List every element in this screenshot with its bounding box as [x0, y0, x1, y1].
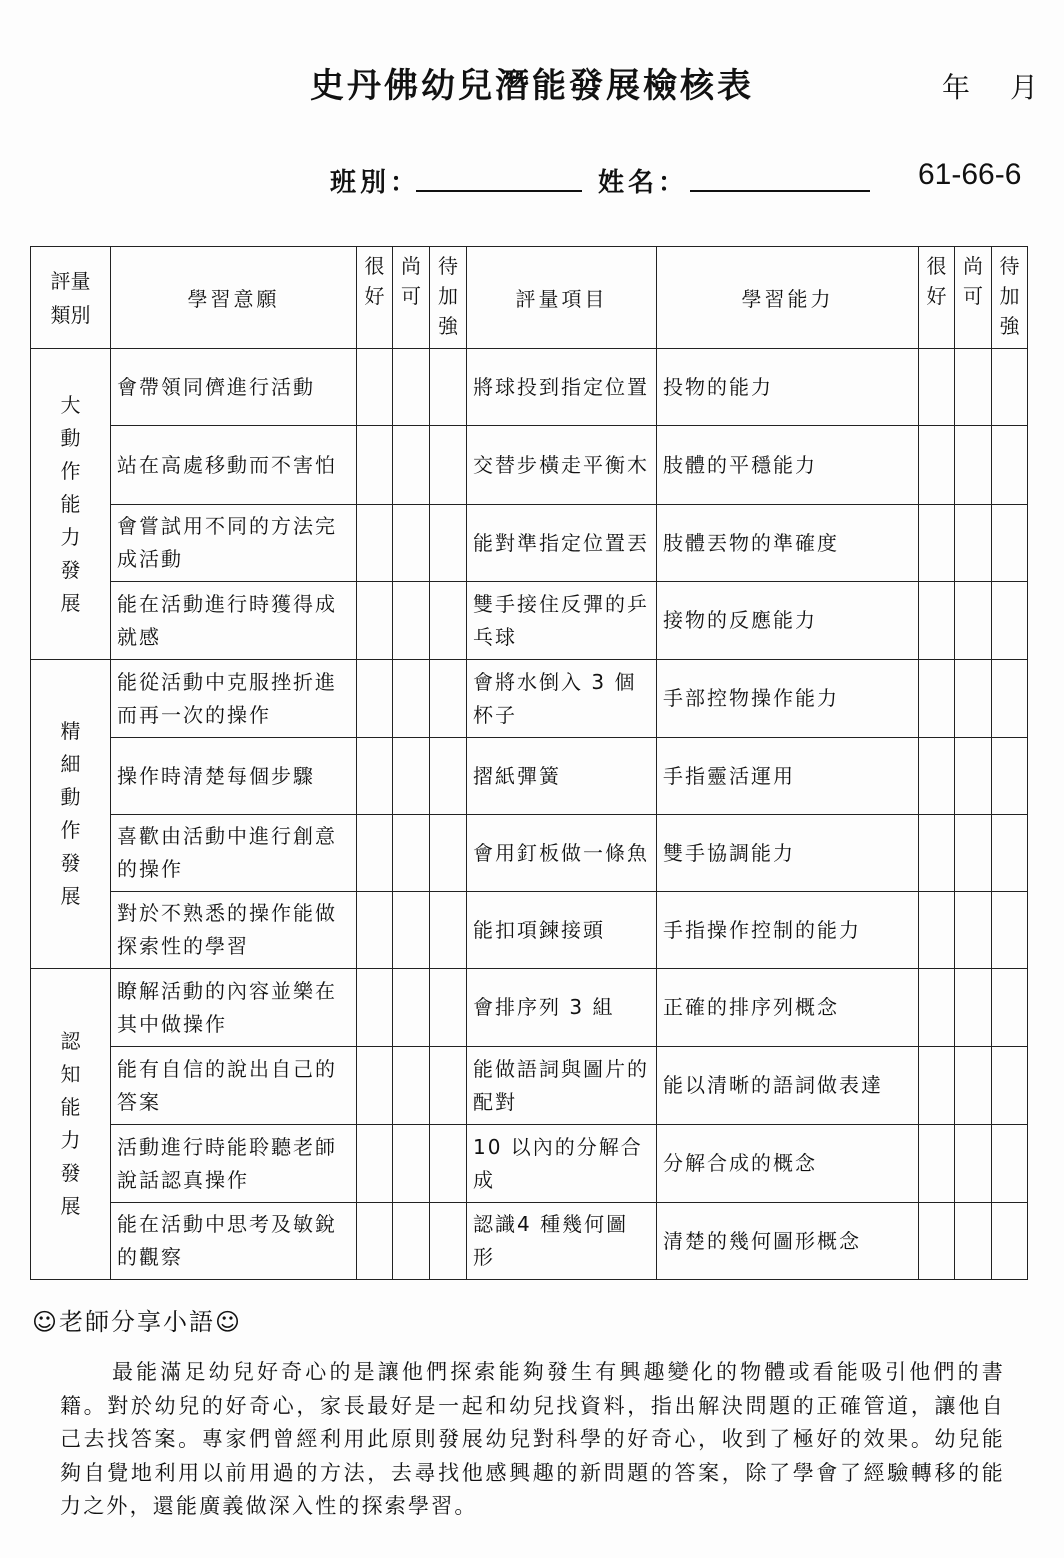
rating-ok-box[interactable]	[393, 582, 430, 660]
rating-ok-box[interactable]	[393, 738, 430, 815]
year-label: 年	[942, 71, 971, 104]
rating-ok-box[interactable]	[393, 1047, 430, 1125]
rating-good-box[interactable]	[357, 582, 393, 660]
will-cell: 會嘗試用不同的方法完成活動	[111, 505, 357, 582]
rating-improve-box[interactable]	[992, 660, 1028, 738]
rating-ok-box[interactable]	[393, 1203, 430, 1280]
rating-improve-box[interactable]	[992, 815, 1028, 892]
rating-good-box[interactable]	[357, 815, 393, 892]
will-cell: 能從活動中克服挫折進而再一次的操作	[111, 660, 357, 738]
category-cell	[31, 969, 111, 1280]
item-cell: 會將水倒入 3 個杯子	[467, 660, 657, 738]
will-cell: 操作時清楚每個步驟	[111, 738, 357, 815]
ability-cell: 分解合成的概念	[657, 1125, 919, 1203]
rating-improve-box[interactable]	[430, 426, 467, 505]
rating-ok-box[interactable]	[955, 582, 992, 660]
rating-good-box[interactable]	[357, 892, 393, 969]
rating-good-box[interactable]	[919, 660, 955, 738]
will-cell: 喜歡由活動中進行創意的操作	[111, 815, 357, 892]
rating-good-box[interactable]	[919, 349, 955, 426]
rating-improve-box[interactable]	[992, 1125, 1028, 1203]
table-row	[31, 738, 1028, 815]
table-row	[31, 1203, 1028, 1280]
rating-good-box[interactable]	[919, 1203, 955, 1280]
teacher-notes-body: 最能滿足幼兒好奇心的是讓他們探索能夠發生有興趣變化的物體或看能吸引他們的書籍。對於幼兒的好奇心，家長最好是一起和幼兒找資料，指出解決問題的正確管道，讓他自己去找答案。專家們曾經利用此原則發展幼兒對科學的好奇心，收到了極好的效果。幼兒能夠自覺地利用以前用過的方法，去尋找他感興趣的新問題的答案，除了學會了經驗轉移的能力之外，還能廣義做深入性的探索學習。	[60, 1360, 1005, 1518]
header-rating-improve: 待加強	[430, 247, 467, 349]
will-cell: 站在高處移動而不害怕	[111, 426, 357, 505]
rating-ok-box[interactable]	[955, 1047, 992, 1125]
rating-good-box[interactable]	[357, 969, 393, 1047]
will-cell: 能有自信的說出自己的答案	[111, 1047, 357, 1125]
name-field-line[interactable]	[690, 190, 870, 192]
ability-cell: 手指靈活運用	[657, 738, 919, 815]
category-label: 大動作能力發展	[60, 392, 81, 615]
name-label: 姓名：	[598, 168, 689, 198]
rating-improve-box[interactable]	[430, 660, 467, 738]
rating-improve-box[interactable]	[430, 1125, 467, 1203]
rating-ok-box[interactable]	[955, 738, 992, 815]
rating-improve-box[interactable]	[992, 505, 1028, 582]
rating-improve-box[interactable]	[992, 892, 1028, 969]
rating-ok-box[interactable]	[955, 349, 992, 426]
ability-cell: 肢體的平穩能力	[657, 426, 919, 505]
header-rating-ok: 尚可	[393, 247, 430, 349]
rating-improve-box[interactable]	[992, 349, 1028, 426]
rating-good-box[interactable]	[357, 349, 393, 426]
rating-ok-box[interactable]	[393, 815, 430, 892]
rating-ok-box[interactable]	[955, 660, 992, 738]
table-row	[31, 349, 1028, 426]
ability-cell: 雙手協調能力	[657, 815, 919, 892]
table-row	[31, 426, 1028, 505]
rating-good-box[interactable]	[919, 582, 955, 660]
will-cell: 對於不熟悉的操作能做探索性的學習	[111, 892, 357, 969]
table-row	[31, 969, 1028, 1047]
rating-good-box[interactable]	[919, 1047, 955, 1125]
rating-improve-box[interactable]	[430, 892, 467, 969]
will-cell: 會帶領同儕進行活動	[111, 349, 357, 426]
rating-improve-box[interactable]	[992, 582, 1028, 660]
item-cell: 會用釘板做一條魚	[467, 815, 657, 892]
rating-good-box[interactable]	[357, 1125, 393, 1203]
rating-good-box[interactable]	[357, 426, 393, 505]
rating-improve-box[interactable]	[992, 969, 1028, 1047]
rating-ok-box[interactable]	[393, 969, 430, 1047]
teacher-notes-title: ☺老師分享小語☺	[32, 1308, 243, 1336]
will-cell: 瞭解活動的內容並樂在其中做操作	[111, 969, 357, 1047]
rating-improve-box[interactable]	[992, 1203, 1028, 1280]
item-cell: 交替步橫走平衡木	[467, 426, 657, 505]
item-cell: 認識4 種幾何圖形	[467, 1203, 657, 1280]
category-label: 精細動作發展	[60, 719, 81, 908]
form-code: 61-66-6	[918, 158, 1022, 191]
ability-cell: 投物的能力	[657, 349, 919, 426]
rating-good-box[interactable]	[919, 969, 955, 1047]
header-rating-good: 很好	[357, 247, 393, 349]
rating-ok-box[interactable]	[393, 660, 430, 738]
item-cell: 將球投到指定位置	[467, 349, 657, 426]
rating-ok-box[interactable]	[955, 505, 992, 582]
rating-good-box[interactable]	[919, 738, 955, 815]
rating-ok-box[interactable]	[393, 426, 430, 505]
rating-good-box[interactable]	[919, 815, 955, 892]
table-row	[31, 660, 1028, 738]
table-row	[31, 1047, 1028, 1125]
table-header-row	[31, 247, 1028, 349]
header-ability: 學習能力	[657, 247, 919, 349]
rating-good-box[interactable]	[357, 660, 393, 738]
rating-improve-box[interactable]	[992, 426, 1028, 505]
rating-ok-box[interactable]	[955, 1125, 992, 1203]
rating-ok-box[interactable]	[955, 969, 992, 1047]
rating-ok-box[interactable]	[955, 1203, 992, 1280]
rating-ok-box[interactable]	[393, 892, 430, 969]
rating-ok-box[interactable]	[955, 815, 992, 892]
table-row	[31, 815, 1028, 892]
ability-cell: 正確的排序列概念	[657, 969, 919, 1047]
item-cell: 摺紙彈簧	[467, 738, 657, 815]
rating-ok-box[interactable]	[393, 1125, 430, 1203]
header-rating-good-2: 很好	[919, 247, 955, 349]
rating-improve-box[interactable]	[992, 738, 1028, 815]
will-cell: 能在活動進行時獲得成就感	[111, 582, 357, 660]
rating-ok-box[interactable]	[955, 892, 992, 969]
table-row	[31, 505, 1028, 582]
ability-cell: 手指操作控制的能力	[657, 892, 919, 969]
rating-good-box[interactable]	[357, 738, 393, 815]
item-cell: 會排序列 3 組	[467, 969, 657, 1047]
rating-improve-box[interactable]	[430, 1203, 467, 1280]
class-label: 班別：	[330, 168, 421, 198]
rating-ok-box[interactable]	[393, 505, 430, 582]
table-row	[31, 892, 1028, 969]
rating-improve-box[interactable]	[430, 1047, 467, 1125]
rating-ok-box[interactable]	[393, 349, 430, 426]
rating-improve-box[interactable]	[992, 1047, 1028, 1125]
ability-cell: 接物的反應能力	[657, 582, 919, 660]
item-cell: 雙手接住反彈的乒乓球	[467, 582, 657, 660]
rating-good-box[interactable]	[919, 426, 955, 505]
class-field-line[interactable]	[416, 190, 582, 192]
header-item: 評量項目	[467, 247, 657, 349]
will-cell: 能在活動中思考及敏銳的觀察	[111, 1203, 357, 1280]
rating-good-box[interactable]	[919, 1125, 955, 1203]
ability-cell: 能以清晰的語詞做表達	[657, 1047, 919, 1125]
header-rating-ok-2: 尚可	[955, 247, 992, 349]
header-will: 學習意願	[111, 247, 357, 349]
table-row	[31, 582, 1028, 660]
item-cell: 能對準指定位置丟	[467, 505, 657, 582]
rating-good-box[interactable]	[357, 1203, 393, 1280]
ability-cell: 清楚的幾何圖形概念	[657, 1203, 919, 1280]
rating-improve-box[interactable]	[430, 505, 467, 582]
rating-good-box[interactable]	[919, 505, 955, 582]
header-rating-improve-2: 待加強	[992, 247, 1028, 349]
rating-ok-box[interactable]	[955, 426, 992, 505]
month-label: 月	[1010, 71, 1039, 104]
ability-cell: 肢體丟物的準確度	[657, 505, 919, 582]
item-cell: 能做語詞與圖片的配對	[467, 1047, 657, 1125]
rating-improve-box[interactable]	[430, 349, 467, 426]
item-cell: 能扣項鍊接頭	[467, 892, 657, 969]
rating-good-box[interactable]	[357, 1047, 393, 1125]
table-row	[31, 1125, 1028, 1203]
rating-improve-box[interactable]	[430, 738, 467, 815]
page-title: 史丹佛幼兒潛能發展檢核表	[310, 66, 754, 106]
category-cell	[31, 349, 111, 660]
rating-good-box[interactable]	[919, 892, 955, 969]
rating-improve-box[interactable]	[430, 969, 467, 1047]
rating-good-box[interactable]	[357, 505, 393, 582]
category-cell	[31, 660, 111, 969]
rating-improve-box[interactable]	[430, 815, 467, 892]
checklist-table	[30, 246, 1028, 1280]
will-cell: 活動進行時能聆聽老師說話認真操作	[111, 1125, 357, 1203]
item-cell: 10 以內的分解合成	[467, 1125, 657, 1203]
header-category: 評量類別	[31, 247, 111, 349]
rating-improve-box[interactable]	[430, 582, 467, 660]
ability-cell: 手部控物操作能力	[657, 660, 919, 738]
category-label: 認知能力發展	[60, 1029, 81, 1218]
